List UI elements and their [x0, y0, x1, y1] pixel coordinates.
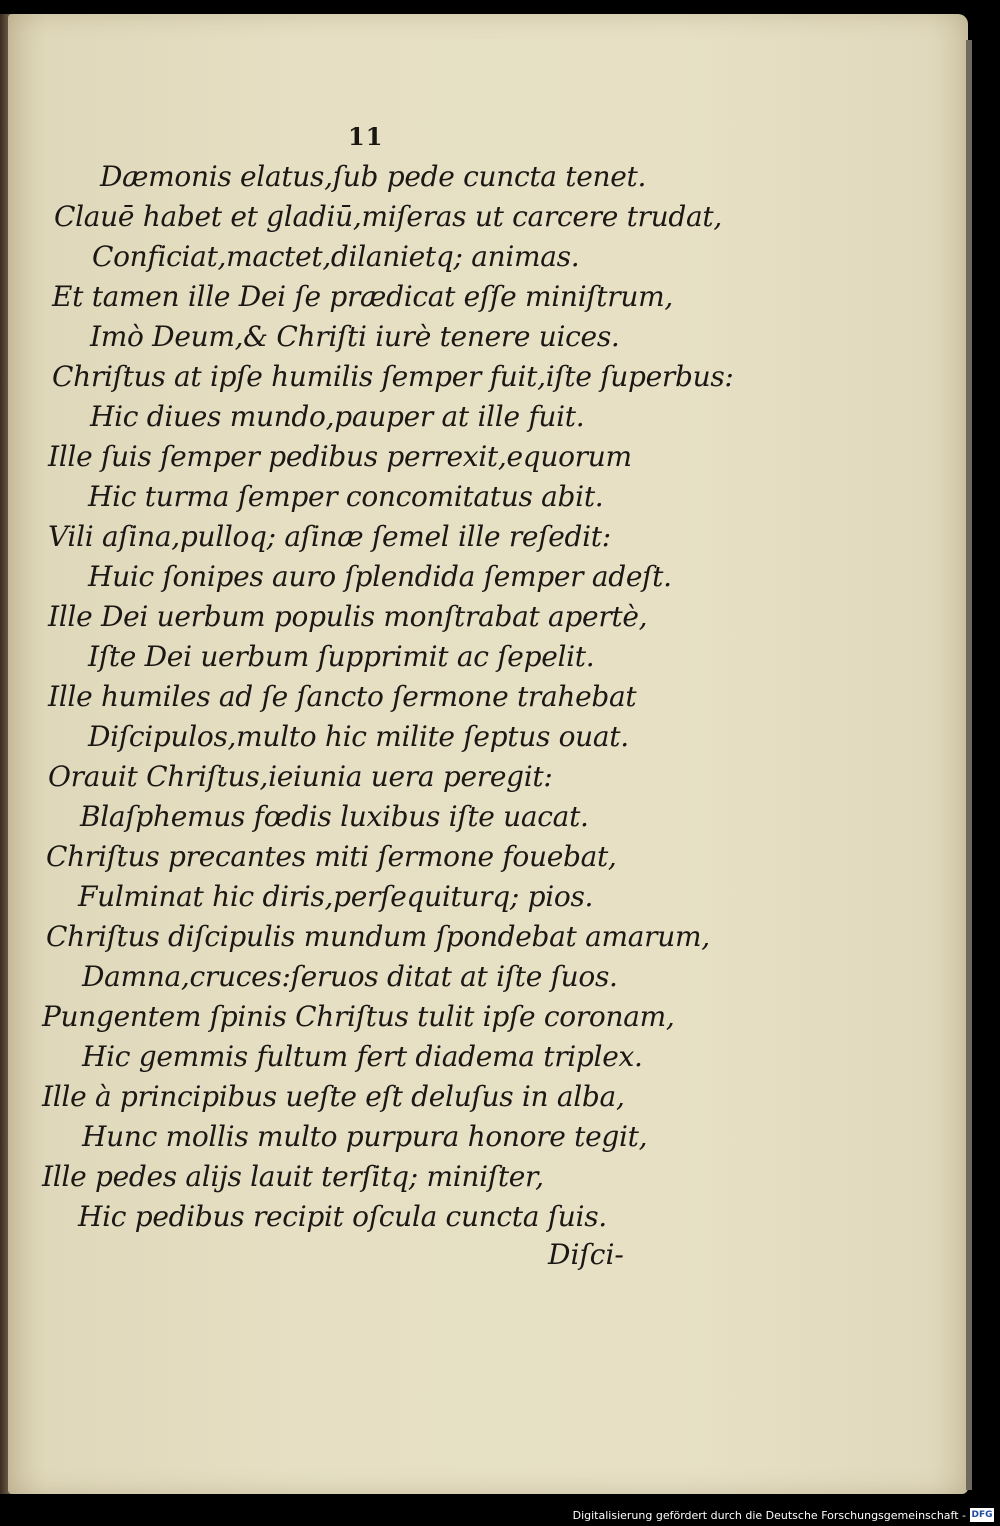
verse-line-27: Hic pedibus recipit oſcula cuncta ſuis.	[78, 1200, 607, 1233]
verse-line-4: Et tamen ille Dei ſe prædicat eſſe miniſtrum,	[52, 280, 673, 313]
verse-line-20: Chriſtus diſcipulis mundum ſpondebat amarum,	[46, 920, 710, 953]
verse-line-8: Ille ſuis ſemper pedibus perrexit,equorum	[48, 440, 632, 473]
catchword: Diſci-	[548, 1238, 624, 1271]
digitization-credit: Digitalisierung gefördert durch die Deutsche Forschungsgemeinschaft -	[572, 1509, 966, 1522]
verse-line-17: Blaſphemus fœdis luxibus iſte uacat.	[80, 800, 589, 833]
verse-line-13: Iſte Dei uerbum ſupprimit ac ſepelit.	[88, 640, 595, 673]
verse-line-1: Dæmonis elatus,ſub pede cuncta tenet.	[100, 160, 647, 193]
verse-line-2: Clauē habet et gladiū,miſeras ut carcere trudat,	[54, 200, 722, 233]
verse-line-19: Fulminat hic diris,perſequiturq; pios.	[78, 880, 594, 913]
folio-number: 11	[348, 122, 384, 151]
verse-line-14: Ille humiles ad ſe ſancto ſermone trahebat	[48, 680, 637, 713]
verse-line-12: Ille Dei uerbum populis monſtrabat apertè,	[48, 600, 648, 633]
page-edge	[966, 40, 972, 1490]
verse-line-26: Ille pedes alijs lauit terſitq; miniſter,	[42, 1160, 544, 1193]
verse-line-10: Vili aſina,pulloq; aſinæ ſemel ille reſedit:	[48, 520, 611, 553]
verse-line-16: Orauit Chriſtus,ieiunia uera peregit:	[48, 760, 553, 793]
verse-line-6: Chriſtus at ipſe humilis ſemper fuit,iſte ſuperbus:	[52, 360, 734, 393]
verse-line-15: Diſcipulos,multo hic milite ſeptus ouat.	[88, 720, 629, 753]
verse-line-25: Hunc mollis multo purpura honore tegit,	[82, 1120, 648, 1153]
verse-line-22: Pungentem ſpinis Chriſtus tulit ipſe coronam,	[42, 1000, 675, 1033]
verse-line-21: Damna,cruces:ſeruos ditat at iſte ſuos.	[82, 960, 618, 993]
book-page	[8, 14, 968, 1494]
verse-line-18: Chriſtus precantes miti ſermone fouebat,	[46, 840, 617, 873]
verse-line-23: Hic gemmis fultum fert diadema triplex.	[82, 1040, 643, 1073]
verse-line-3: Conficiat,mactet,dilanietq; animas.	[92, 240, 580, 273]
verse-line-11: Huic ſonipes auro ſplendida ſemper adeſt.	[88, 560, 672, 593]
verse-line-7: Hic diues mundo,pauper at ille fuit.	[90, 400, 585, 433]
verse-line-9: Hic turma ſemper concomitatus abit.	[88, 480, 604, 513]
verse-line-24: Ille à principibus ueſte eſt deluſus in alba,	[42, 1080, 625, 1113]
verse-line-5: Imò Deum,& Chriſti iurè tenere uices.	[90, 320, 620, 353]
dfg-logo: DFG	[971, 1510, 993, 1520]
